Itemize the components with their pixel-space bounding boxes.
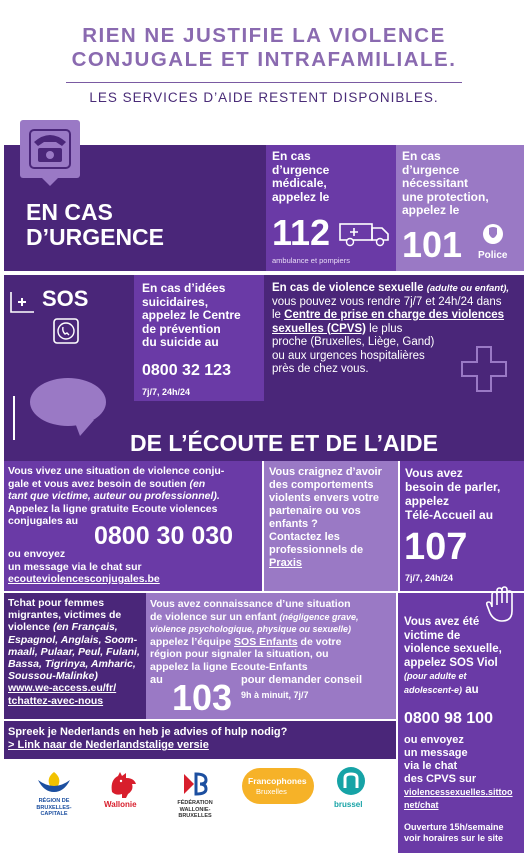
tchat-line-6 bbox=[8, 658, 140, 670]
protection-line-4: une protection, bbox=[402, 189, 489, 204]
tchat-line-4-it: Espagnol, Anglais, Soom- bbox=[8, 633, 138, 646]
viol-line-10: des CPVS sur bbox=[404, 773, 477, 785]
francophones-line-1: Francophones bbox=[248, 776, 307, 786]
viol-link-2[interactable]: net/chat bbox=[404, 800, 439, 810]
viol-line-9: via le chat bbox=[404, 760, 458, 772]
conjugales-line-7: un message via le chat sur bbox=[8, 560, 142, 573]
tele-line-2: besoin de parler, bbox=[405, 480, 501, 494]
sos-hours: 7j/7, 24h/24 bbox=[142, 387, 191, 397]
conjugales-line-2-pre: gale et vous avez besoin de soutien bbox=[8, 477, 190, 490]
conjugales-text bbox=[8, 465, 224, 528]
tchat-line-3 bbox=[8, 621, 140, 633]
sos-line-1: En cas d’idées bbox=[142, 281, 226, 295]
urgence-title-line-2: D’URGENCE bbox=[26, 224, 165, 250]
medicale-line-2: d’urgence bbox=[272, 162, 330, 177]
poster-subtitle: LES SERVICES D’AIDE RESTENT DISPONIBLES. bbox=[89, 90, 439, 105]
viol-line-6-post: au bbox=[462, 683, 479, 696]
bruxelles-line-3: CAPITALE bbox=[40, 811, 68, 817]
medicale-line-4: appelez le bbox=[272, 189, 330, 204]
conjugales-line-3 bbox=[8, 490, 224, 503]
praxis-text bbox=[269, 466, 382, 570]
tchat-line-7-it: Soussou-Malinke) bbox=[8, 670, 98, 683]
bruxelles-line-2: BRUXELLES- bbox=[36, 804, 72, 811]
federation-line-2: WALLONIE-BRUXELLES bbox=[178, 806, 212, 819]
cpvs-line-5: proche (Bruxelles, Liège, Gand) bbox=[272, 336, 435, 348]
cpvs-line-2: vous pouvez vous rendre 7j/7 et 24h/24 dans bbox=[272, 295, 502, 308]
sos-line-5: du suicide au bbox=[142, 335, 219, 349]
police-label: Police bbox=[478, 250, 508, 261]
cpvs-line-3-pre: le bbox=[272, 309, 285, 321]
bruxelles-line-1: RÉGION DE bbox=[38, 798, 70, 804]
tchat-line-3-it: (en Français, bbox=[52, 621, 118, 634]
viol-chat bbox=[404, 734, 513, 812]
protection-line-3: nécessitant bbox=[402, 176, 469, 190]
number-112: 112 bbox=[272, 212, 331, 253]
enfants-line-3 bbox=[150, 623, 359, 636]
tchat-line-7 bbox=[8, 670, 140, 682]
medical-cross-icon bbox=[460, 345, 508, 393]
tele-line-3: appelez bbox=[405, 494, 450, 508]
enfants-line-6: appelez la ligne Ecoute-Enfants bbox=[150, 660, 308, 673]
viol-link[interactable]: violencessexuelles.sittoo bbox=[404, 787, 513, 797]
protection-line-2: d’urgence bbox=[402, 162, 460, 177]
enfants-line-4 bbox=[150, 636, 359, 649]
francophones-line-2: Bruxelles bbox=[256, 787, 287, 796]
medicale-text bbox=[272, 150, 329, 204]
francophones-logo bbox=[242, 768, 314, 804]
enfants-au: au bbox=[150, 674, 163, 686]
enfants-line-2-it: (négligence grave, bbox=[279, 611, 359, 622]
conjugales-line-5: conjugales au bbox=[8, 515, 79, 527]
viol-footer-2: voir horaires sur le site bbox=[404, 833, 504, 843]
tchat-line-2: migrantes, victimes de bbox=[8, 609, 122, 622]
nl-line-1: Spreek je Nederlands en heb je advies of hulp nodig? bbox=[8, 726, 288, 738]
header-divider bbox=[66, 82, 462, 83]
cpvs-lead-note: (adulte ou enfant), bbox=[426, 283, 510, 294]
cpvs-link-2[interactable]: sexuelles (CPVS) bbox=[272, 322, 366, 335]
wallonie-rooster-icon bbox=[108, 770, 140, 800]
bruxelles-iris-icon bbox=[36, 770, 72, 796]
title-line-2: CONJUGALE ET INTRAFAMILIALE. bbox=[71, 48, 457, 71]
enfants-hours: 9h à minuit, 7j/7 bbox=[241, 690, 309, 700]
enfants-line-3-it: violence psychologique, physique ou sexuelle) bbox=[150, 624, 352, 634]
tchat-line-3-pre: violence bbox=[8, 621, 53, 634]
tele-text bbox=[405, 466, 500, 522]
viol-footer-1: Ouverture 15h/semaine bbox=[404, 822, 504, 832]
cpvs-line-4-post: le plus bbox=[365, 322, 403, 335]
viol-text bbox=[404, 616, 502, 697]
enfants-line-2 bbox=[150, 611, 359, 624]
sos-enfants-link[interactable]: SOS Enfants bbox=[234, 635, 298, 648]
praxis-line-2: des comportements bbox=[269, 479, 374, 491]
sos-line-3: appelez le Centre bbox=[142, 308, 241, 322]
viol-line-5 bbox=[404, 670, 502, 684]
tele-number: 107 bbox=[404, 526, 468, 568]
viol-line-6 bbox=[404, 684, 502, 698]
viol-number: 0800 98 100 bbox=[404, 710, 493, 727]
poster-title bbox=[0, 24, 528, 72]
viol-line-5-it: (pour adulte et bbox=[404, 671, 467, 681]
viol-line-2: victime de bbox=[404, 629, 461, 642]
federation-line-1: FÉDÉRATION bbox=[177, 800, 213, 806]
tele-hours: 7j/7, 24h/24 bbox=[405, 573, 454, 583]
enfants-line-4-post: de votre bbox=[297, 635, 342, 648]
conjugales-link[interactable]: ecouteviolencesconjugales.be bbox=[8, 573, 160, 585]
federation-logo-icon bbox=[180, 770, 210, 798]
sos-text bbox=[142, 282, 241, 350]
viol-line-6-it: adolescent-e) bbox=[404, 684, 463, 695]
cpvs-line-1 bbox=[272, 282, 509, 296]
tchat-link-2[interactable]: tchattez-avec-nous bbox=[8, 694, 104, 707]
praxis-line-7: professionnels de bbox=[269, 544, 364, 556]
phone-icon-bubble bbox=[20, 120, 80, 178]
urgence-title-line-1: EN CAS bbox=[26, 199, 113, 225]
praxis-line-1: Vous craignez d’avoir bbox=[269, 466, 382, 478]
praxis-line-3: violents envers votre bbox=[269, 492, 380, 504]
enfants-line-4-pre: appelez l’équipe bbox=[150, 635, 235, 648]
protection-text bbox=[402, 150, 489, 218]
title-line-1: RIEN NE JUSTIFIE LA VIOLENCE bbox=[82, 24, 446, 47]
bruxelles-logo-text bbox=[28, 798, 80, 818]
cpvs-line-7: près de chez vous. bbox=[272, 363, 369, 375]
police-icon bbox=[482, 222, 504, 246]
sos-line-2: suicidaires, bbox=[142, 294, 209, 309]
viol-line-4: appelez SOS Viol bbox=[404, 656, 498, 669]
number-101: 101 bbox=[402, 224, 463, 265]
phone-box-icon bbox=[53, 318, 79, 344]
tchat-text bbox=[8, 597, 140, 707]
tchat-line-1: Tchat pour femmes bbox=[8, 597, 105, 609]
enfants-line-5: région pour signaler la situation, ou bbox=[150, 648, 329, 660]
tchat-line-5-it: maali, Pulaar, Peul, Fulani, bbox=[8, 645, 140, 658]
conjugales-line-2 bbox=[8, 478, 224, 491]
enfants-line-7: pour demander conseil bbox=[241, 674, 363, 686]
viol-line-3: violence sexuelle, bbox=[404, 643, 502, 655]
viol-line-8: un message bbox=[404, 747, 468, 759]
praxis-line-6: Contactez les bbox=[269, 531, 340, 543]
viol-footer bbox=[404, 822, 504, 844]
brussel-logo-text: brussel bbox=[334, 800, 363, 809]
protection-line-5: appelez le bbox=[402, 203, 460, 217]
enfants-line-1: Vous avez connaissance d’une situation bbox=[150, 598, 351, 610]
ecoute-title: DE L’ÉCOUTE ET DE L’AIDE bbox=[130, 430, 438, 456]
cpvs-line-3 bbox=[272, 309, 509, 323]
conjugales-line-3-it: tant que victime, auteur ou professionnel). bbox=[8, 490, 220, 502]
tchat-line-6-it: Bassa, Tigrinya, Amharic, bbox=[8, 658, 136, 671]
tele-line-4: Télé-Accueil au bbox=[405, 508, 494, 522]
federation-logo-text bbox=[166, 800, 224, 820]
enfants-line-2-pre: de violence sur un enfant bbox=[150, 610, 280, 623]
sos-line-4: de prévention bbox=[142, 321, 221, 336]
medicale-line-3: médicale, bbox=[272, 176, 327, 190]
tchat-line-4 bbox=[8, 634, 140, 646]
tele-line-1: Vous avez bbox=[405, 466, 463, 480]
phone-icon bbox=[20, 120, 80, 186]
viol-line-7: ou envoyez bbox=[404, 734, 464, 746]
conjugales-line-4: Appelez la ligne gratuite Ecoute violences bbox=[8, 502, 218, 515]
wallonie-logo-text: Wallonie bbox=[104, 800, 137, 809]
conjugales-number: 0800 30 030 bbox=[94, 522, 234, 550]
medicale-line-1: En cas bbox=[272, 149, 311, 163]
praxis-line-5: enfants ? bbox=[269, 518, 318, 530]
nl-text bbox=[8, 726, 287, 752]
cpvs-link[interactable]: Centre de prise en charge des violences bbox=[284, 309, 505, 321]
medicale-caption: ambulance et pompiers bbox=[272, 256, 350, 265]
tchat-line-5 bbox=[8, 646, 140, 658]
enfants-number: 103 bbox=[172, 677, 233, 718]
speech-bubbles-icon bbox=[8, 370, 138, 450]
cpvs-line-6: ou aux urgences hospitalières bbox=[272, 349, 425, 362]
conjugales-line-2-it: (en bbox=[189, 477, 206, 490]
praxis-line-4: partenaire ou vos bbox=[269, 505, 361, 517]
ambulance-icon bbox=[338, 220, 390, 248]
nl-link[interactable]: > Link naar de Nederlandstalige versie bbox=[8, 739, 209, 751]
cpvs-line-4 bbox=[272, 323, 509, 337]
cpvs-lead: En cas de violence sexuelle bbox=[272, 282, 424, 294]
conjugales-line-1: Vous vivez une situation de violence conju- bbox=[8, 465, 225, 477]
tchat-link[interactable]: www.we-access.eu/fr/ bbox=[8, 682, 117, 695]
conjugales-chat bbox=[8, 548, 160, 586]
conjugales-line-6: ou envoyez bbox=[8, 548, 66, 560]
viol-line-1: Vous avez été bbox=[404, 616, 480, 628]
brussel-logo-icon bbox=[336, 766, 366, 796]
praxis-link[interactable]: Praxis bbox=[269, 557, 303, 569]
urgence-title bbox=[26, 200, 164, 250]
bracket-plus-icon bbox=[8, 290, 38, 314]
enfants-text bbox=[150, 598, 359, 673]
sos-number: 0800 32 123 bbox=[142, 362, 231, 379]
protection-line-1: En cas bbox=[402, 149, 441, 163]
sos-label: SOS bbox=[42, 286, 89, 311]
